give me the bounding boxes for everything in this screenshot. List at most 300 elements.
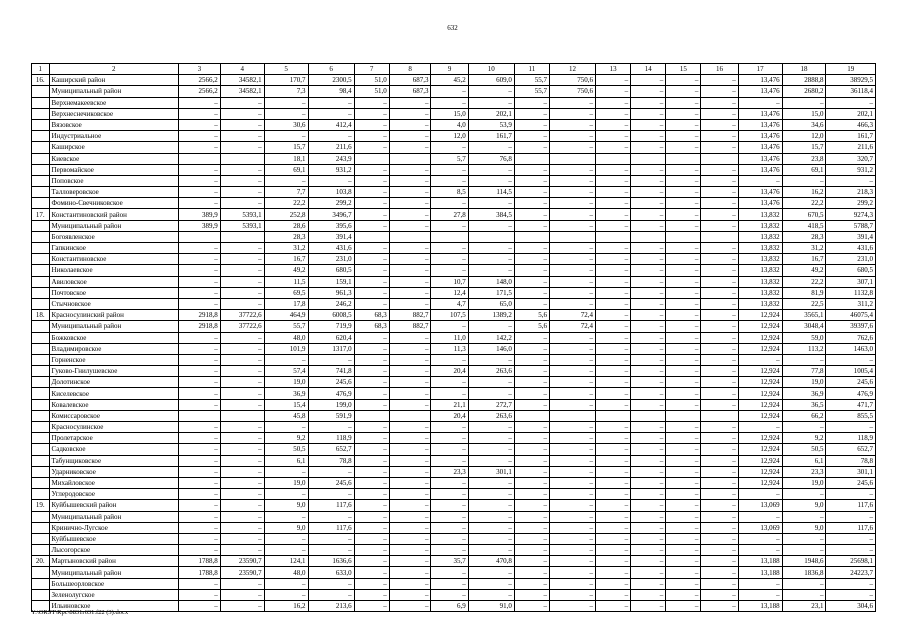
value-cell: – bbox=[389, 187, 431, 198]
value-cell: – bbox=[468, 589, 514, 600]
value-cell: 103,8 bbox=[308, 187, 354, 198]
value-cell: – bbox=[220, 198, 264, 209]
value-cell: – bbox=[549, 187, 595, 198]
column-header: 13 bbox=[596, 64, 631, 75]
table-row bbox=[32, 366, 876, 377]
value-cell: – bbox=[468, 220, 514, 231]
value-cell: – bbox=[631, 175, 666, 186]
value-cell: – bbox=[389, 220, 431, 231]
value-cell: 6008,5 bbox=[308, 310, 354, 321]
value-cell: – bbox=[468, 198, 514, 209]
value-cell: – bbox=[468, 422, 514, 433]
value-cell: 12,924 bbox=[738, 310, 782, 321]
value-cell: – bbox=[389, 254, 431, 265]
value-cell: 21,1 bbox=[431, 399, 468, 410]
table-row bbox=[32, 545, 876, 556]
value-cell: – bbox=[220, 131, 264, 142]
value-cell: – bbox=[666, 265, 701, 276]
value-cell: – bbox=[389, 522, 431, 533]
value-cell: – bbox=[631, 500, 666, 511]
value-cell: – bbox=[468, 164, 514, 175]
value-cell: – bbox=[514, 399, 549, 410]
value-cell: – bbox=[264, 354, 308, 365]
value-cell: 59,0 bbox=[782, 332, 826, 343]
value-cell: – bbox=[514, 489, 549, 500]
value-cell: 12,924 bbox=[738, 332, 782, 343]
value-cell: 418,5 bbox=[782, 220, 826, 231]
value-cell: – bbox=[514, 254, 549, 265]
municipality-name-cell: Киевское bbox=[49, 153, 179, 164]
value-cell: 263,6 bbox=[468, 366, 514, 377]
value-cell: 5393,1 bbox=[220, 209, 264, 220]
municipality-name-cell: Поповское bbox=[49, 175, 179, 186]
value-cell: – bbox=[308, 108, 354, 119]
column-header: 14 bbox=[631, 64, 666, 75]
value-cell: – bbox=[468, 477, 514, 488]
value-cell: – bbox=[549, 131, 595, 142]
value-cell: 170,7 bbox=[264, 75, 308, 86]
value-cell: 431,6 bbox=[826, 243, 876, 254]
value-cell: – bbox=[631, 422, 666, 433]
value-cell: – bbox=[549, 545, 595, 556]
value-cell: – bbox=[389, 433, 431, 444]
value-cell: 3496,7 bbox=[308, 209, 354, 220]
value-cell: 13,188 bbox=[738, 567, 782, 578]
value-cell: – bbox=[308, 489, 354, 500]
value-cell: – bbox=[631, 97, 666, 108]
value-cell bbox=[389, 153, 431, 164]
value-cell: – bbox=[666, 220, 701, 231]
value-cell: – bbox=[596, 556, 631, 567]
municipality-name-cell: Ковалевское bbox=[49, 399, 179, 410]
value-cell: – bbox=[514, 343, 549, 354]
column-header: 4 bbox=[220, 64, 264, 75]
table-row bbox=[32, 287, 876, 298]
value-cell: – bbox=[431, 455, 468, 466]
value-cell: – bbox=[354, 511, 389, 522]
value-cell: – bbox=[431, 86, 468, 97]
value-cell: – bbox=[596, 589, 631, 600]
value-cell bbox=[701, 410, 738, 421]
value-cell: – bbox=[826, 511, 876, 522]
value-cell: 4,0 bbox=[431, 119, 468, 130]
value-cell: – bbox=[354, 444, 389, 455]
value-cell: – bbox=[701, 545, 738, 556]
value-cell: – bbox=[549, 466, 595, 477]
value-cell: – bbox=[264, 422, 308, 433]
value-cell: – bbox=[354, 131, 389, 142]
value-cell: – bbox=[514, 108, 549, 119]
value-cell: – bbox=[701, 142, 738, 153]
value-cell: – bbox=[431, 589, 468, 600]
value-cell: – bbox=[631, 164, 666, 175]
municipality-name-cell: Муниципальный район bbox=[49, 511, 179, 522]
value-cell: – bbox=[354, 455, 389, 466]
value-cell: – bbox=[468, 97, 514, 108]
value-cell: 471,7 bbox=[826, 399, 876, 410]
value-cell: – bbox=[549, 220, 595, 231]
value-cell: – bbox=[826, 97, 876, 108]
value-cell: – bbox=[179, 332, 221, 343]
value-cell: 91,0 bbox=[468, 601, 514, 612]
value-cell: – bbox=[596, 545, 631, 556]
value-cell: – bbox=[596, 119, 631, 130]
value-cell: – bbox=[354, 477, 389, 488]
value-cell: 2566,2 bbox=[179, 75, 221, 86]
value-cell: – bbox=[354, 254, 389, 265]
value-cell: 35,7 bbox=[431, 556, 468, 567]
value-cell: 16,7 bbox=[782, 254, 826, 265]
value-cell: – bbox=[666, 399, 701, 410]
value-cell: 45,2 bbox=[431, 75, 468, 86]
value-cell: – bbox=[308, 422, 354, 433]
value-cell: – bbox=[596, 433, 631, 444]
value-cell: – bbox=[549, 332, 595, 343]
value-cell: – bbox=[389, 209, 431, 220]
value-cell: – bbox=[549, 422, 595, 433]
value-cell: – bbox=[431, 433, 468, 444]
value-cell: 31,2 bbox=[782, 243, 826, 254]
value-cell: – bbox=[631, 522, 666, 533]
value-cell: – bbox=[701, 601, 738, 612]
value-cell: 17,8 bbox=[264, 298, 308, 309]
value-cell: – bbox=[549, 287, 595, 298]
value-cell: – bbox=[782, 422, 826, 433]
municipality-name-cell: Горненское bbox=[49, 354, 179, 365]
value-cell: 46075,4 bbox=[826, 310, 876, 321]
value-cell: – bbox=[631, 187, 666, 198]
value-cell: 23,3 bbox=[782, 466, 826, 477]
table-row bbox=[32, 567, 876, 578]
row-number-cell bbox=[32, 399, 50, 410]
row-number-cell bbox=[32, 589, 50, 600]
value-cell: – bbox=[666, 164, 701, 175]
value-cell: 12,924 bbox=[738, 399, 782, 410]
value-cell: – bbox=[666, 522, 701, 533]
value-cell bbox=[179, 153, 221, 164]
column-header: 1 bbox=[32, 64, 50, 75]
value-cell: – bbox=[631, 388, 666, 399]
value-cell: 12,924 bbox=[738, 388, 782, 399]
value-cell: – bbox=[596, 343, 631, 354]
value-cell: – bbox=[701, 287, 738, 298]
value-cell: – bbox=[308, 589, 354, 600]
table-row bbox=[32, 164, 876, 175]
value-cell: – bbox=[549, 578, 595, 589]
value-cell: 1636,6 bbox=[308, 556, 354, 567]
value-cell bbox=[354, 153, 389, 164]
value-cell: – bbox=[738, 489, 782, 500]
row-number-cell bbox=[32, 377, 50, 388]
value-cell: 19,0 bbox=[264, 477, 308, 488]
table-row bbox=[32, 231, 876, 242]
value-cell: 39397,6 bbox=[826, 321, 876, 332]
value-cell bbox=[666, 231, 701, 242]
value-cell: 23590,7 bbox=[220, 556, 264, 567]
table-row bbox=[32, 321, 876, 332]
value-cell: – bbox=[389, 142, 431, 153]
value-cell: 1317,0 bbox=[308, 343, 354, 354]
value-cell: – bbox=[514, 332, 549, 343]
value-cell: 1005,4 bbox=[826, 366, 876, 377]
value-cell: 13,832 bbox=[738, 209, 782, 220]
value-cell: – bbox=[631, 399, 666, 410]
value-cell: – bbox=[701, 589, 738, 600]
value-cell: 15,7 bbox=[782, 142, 826, 153]
value-cell bbox=[631, 153, 666, 164]
municipality-name-cell: Киселевское bbox=[49, 388, 179, 399]
value-cell: – bbox=[701, 578, 738, 589]
value-cell: – bbox=[354, 209, 389, 220]
value-cell: 412,4 bbox=[308, 119, 354, 130]
value-cell: – bbox=[782, 175, 826, 186]
value-cell: – bbox=[666, 444, 701, 455]
value-cell: – bbox=[468, 533, 514, 544]
value-cell: – bbox=[354, 567, 389, 578]
value-cell: – bbox=[701, 209, 738, 220]
value-cell: 76,8 bbox=[468, 153, 514, 164]
value-cell: 22,2 bbox=[782, 198, 826, 209]
value-cell: – bbox=[514, 522, 549, 533]
value-cell: – bbox=[549, 500, 595, 511]
value-cell: – bbox=[468, 578, 514, 589]
row-number-cell: 19. bbox=[32, 500, 50, 511]
value-cell: – bbox=[389, 287, 431, 298]
value-cell bbox=[179, 231, 221, 242]
municipality-name-cell: Николаевское bbox=[49, 265, 179, 276]
value-cell: – bbox=[179, 276, 221, 287]
value-cell: 609,0 bbox=[468, 75, 514, 86]
value-cell: – bbox=[220, 243, 264, 254]
value-cell: 27,8 bbox=[431, 209, 468, 220]
row-number-cell: 20. bbox=[32, 556, 50, 567]
value-cell: – bbox=[701, 220, 738, 231]
value-cell: – bbox=[220, 97, 264, 108]
municipality-name-cell: Муниципальный район bbox=[49, 321, 179, 332]
value-cell: – bbox=[596, 500, 631, 511]
value-cell: 51,0 bbox=[354, 86, 389, 97]
value-cell: – bbox=[782, 589, 826, 600]
value-cell: – bbox=[264, 108, 308, 119]
value-cell: 45,8 bbox=[264, 410, 308, 421]
value-cell: – bbox=[666, 601, 701, 612]
value-cell: – bbox=[514, 511, 549, 522]
value-cell: – bbox=[179, 298, 221, 309]
value-cell: – bbox=[431, 545, 468, 556]
value-cell: 15,0 bbox=[782, 108, 826, 119]
row-number-cell bbox=[32, 354, 50, 365]
value-cell: – bbox=[179, 511, 221, 522]
value-cell: – bbox=[308, 354, 354, 365]
row-number-cell bbox=[32, 489, 50, 500]
value-cell: – bbox=[782, 511, 826, 522]
value-cell: – bbox=[596, 310, 631, 321]
value-cell: – bbox=[431, 97, 468, 108]
value-cell: – bbox=[631, 119, 666, 130]
value-cell: – bbox=[264, 511, 308, 522]
value-cell: 69,5 bbox=[264, 287, 308, 298]
value-cell: 13,069 bbox=[738, 500, 782, 511]
value-cell: – bbox=[701, 131, 738, 142]
column-header: 11 bbox=[514, 64, 549, 75]
row-number-cell bbox=[32, 265, 50, 276]
value-cell: 211,6 bbox=[308, 142, 354, 153]
value-cell: – bbox=[179, 422, 221, 433]
value-cell: – bbox=[514, 131, 549, 142]
value-cell: – bbox=[666, 388, 701, 399]
value-cell: – bbox=[666, 198, 701, 209]
value-cell: – bbox=[596, 108, 631, 119]
row-number-cell bbox=[32, 366, 50, 377]
value-cell: – bbox=[179, 377, 221, 388]
value-cell: – bbox=[596, 444, 631, 455]
value-cell: – bbox=[431, 578, 468, 589]
value-cell: 13,832 bbox=[738, 254, 782, 265]
value-cell: 13,069 bbox=[738, 522, 782, 533]
value-cell: 12,924 bbox=[738, 366, 782, 377]
column-header: 8 bbox=[389, 64, 431, 75]
value-cell: – bbox=[264, 97, 308, 108]
value-cell: 19,0 bbox=[264, 377, 308, 388]
value-cell: 117,6 bbox=[826, 522, 876, 533]
value-cell: – bbox=[220, 578, 264, 589]
value-cell: – bbox=[549, 477, 595, 488]
value-cell: 49,2 bbox=[782, 265, 826, 276]
value-cell: 470,8 bbox=[468, 556, 514, 567]
municipality-name-cell: Зеленолугское bbox=[49, 589, 179, 600]
value-cell: – bbox=[389, 511, 431, 522]
value-cell: – bbox=[220, 601, 264, 612]
row-number-cell: 16. bbox=[32, 75, 50, 86]
row-number-cell bbox=[32, 455, 50, 466]
value-cell: – bbox=[179, 466, 221, 477]
value-cell: – bbox=[264, 545, 308, 556]
value-cell: 159,1 bbox=[308, 276, 354, 287]
value-cell: – bbox=[701, 489, 738, 500]
value-cell bbox=[596, 231, 631, 242]
value-cell: 13,476 bbox=[738, 108, 782, 119]
value-cell: – bbox=[666, 321, 701, 332]
value-cell: – bbox=[701, 399, 738, 410]
value-cell: 13,476 bbox=[738, 198, 782, 209]
value-cell: 161,7 bbox=[826, 131, 876, 142]
value-cell: – bbox=[596, 533, 631, 544]
value-cell: – bbox=[431, 489, 468, 500]
value-cell: – bbox=[468, 511, 514, 522]
value-cell: 202,1 bbox=[468, 108, 514, 119]
value-cell: 18,1 bbox=[264, 153, 308, 164]
column-header: 5 bbox=[264, 64, 308, 75]
value-cell: – bbox=[631, 601, 666, 612]
row-number-cell bbox=[32, 522, 50, 533]
table-row bbox=[32, 75, 876, 86]
value-cell: – bbox=[514, 265, 549, 276]
value-cell: – bbox=[220, 500, 264, 511]
value-cell: – bbox=[666, 545, 701, 556]
value-cell bbox=[220, 231, 264, 242]
value-cell: – bbox=[738, 97, 782, 108]
value-cell: 11,3 bbox=[431, 343, 468, 354]
value-cell: 882,7 bbox=[389, 310, 431, 321]
value-cell: 78,8 bbox=[308, 455, 354, 466]
value-cell: – bbox=[354, 220, 389, 231]
value-cell: 12,4 bbox=[431, 287, 468, 298]
value-cell: 687,3 bbox=[389, 75, 431, 86]
value-cell: 13,476 bbox=[738, 187, 782, 198]
value-cell: – bbox=[514, 276, 549, 287]
value-cell: 13,476 bbox=[738, 153, 782, 164]
value-cell: 1948,6 bbox=[782, 556, 826, 567]
value-cell: – bbox=[666, 533, 701, 544]
value-cell: – bbox=[220, 545, 264, 556]
row-number-cell bbox=[32, 388, 50, 399]
value-cell: 37722,6 bbox=[220, 321, 264, 332]
value-cell: – bbox=[431, 444, 468, 455]
municipality-name-cell: Углеродовское bbox=[49, 489, 179, 500]
value-cell: 12,924 bbox=[738, 477, 782, 488]
value-cell: – bbox=[631, 578, 666, 589]
value-cell: – bbox=[631, 75, 666, 86]
value-cell: 2918,8 bbox=[179, 321, 221, 332]
value-cell: – bbox=[514, 556, 549, 567]
value-cell: – bbox=[220, 466, 264, 477]
value-cell: – bbox=[738, 578, 782, 589]
row-number-cell bbox=[32, 175, 50, 186]
table-row bbox=[32, 589, 876, 600]
value-cell: – bbox=[179, 119, 221, 130]
value-cell: 5393,1 bbox=[220, 220, 264, 231]
value-cell: – bbox=[179, 175, 221, 186]
value-cell: – bbox=[666, 187, 701, 198]
value-cell: – bbox=[631, 198, 666, 209]
value-cell: 231,0 bbox=[826, 254, 876, 265]
value-cell: 118,9 bbox=[826, 433, 876, 444]
value-cell: – bbox=[264, 533, 308, 544]
value-cell: – bbox=[179, 97, 221, 108]
value-cell bbox=[596, 410, 631, 421]
value-cell: – bbox=[220, 142, 264, 153]
municipality-name-cell: Пролетарское bbox=[49, 433, 179, 444]
value-cell: – bbox=[179, 108, 221, 119]
value-cell: – bbox=[701, 298, 738, 309]
value-cell: 931,2 bbox=[308, 164, 354, 175]
value-cell: – bbox=[596, 86, 631, 97]
value-cell: 28,3 bbox=[264, 231, 308, 242]
value-cell: 68,3 bbox=[354, 310, 389, 321]
value-cell: 5,7 bbox=[431, 153, 468, 164]
value-cell: – bbox=[220, 477, 264, 488]
value-cell: 114,5 bbox=[468, 187, 514, 198]
municipality-name-cell: Стычновское bbox=[49, 298, 179, 309]
municipality-name-cell: Владимировское bbox=[49, 343, 179, 354]
value-cell: – bbox=[468, 444, 514, 455]
value-cell: – bbox=[549, 265, 595, 276]
table-row bbox=[32, 455, 876, 466]
value-cell: – bbox=[549, 455, 595, 466]
municipality-name-cell: Вязовское bbox=[49, 119, 179, 130]
value-cell: 680,5 bbox=[308, 265, 354, 276]
value-cell: – bbox=[389, 119, 431, 130]
value-cell: 4,7 bbox=[431, 298, 468, 309]
value-cell: – bbox=[354, 556, 389, 567]
value-cell: – bbox=[596, 175, 631, 186]
value-cell: – bbox=[220, 276, 264, 287]
value-cell: – bbox=[514, 198, 549, 209]
column-header: 7 bbox=[354, 64, 389, 75]
value-cell: 320,7 bbox=[826, 153, 876, 164]
value-cell: 301,1 bbox=[468, 466, 514, 477]
municipality-name-cell: Ильиновское bbox=[49, 601, 179, 612]
